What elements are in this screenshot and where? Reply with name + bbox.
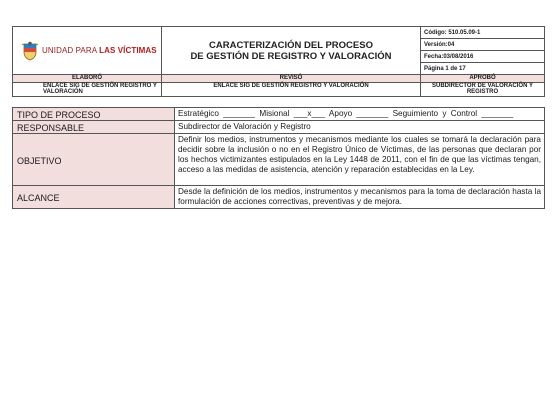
objetivo-label: OBJETIVO	[13, 134, 175, 186]
alcance-label: ALCANCE	[13, 186, 175, 209]
reviso-label: REVISÓ	[162, 75, 421, 83]
version: Versión:04	[421, 39, 545, 51]
title-line-2: DE GESTIÓN DE REGISTRO Y VALORACIÓN	[190, 50, 392, 62]
elaboro-value: ENLACE SIG DE GESTIÓN REGISTRO Y VALORACIÓN	[13, 83, 162, 97]
codigo: Código: 510.05.09-1	[421, 27, 545, 39]
objetivo-value: Definir los medios, instrumentos y mecanismos mediante los cuales se tomará la declaración para decidir sobre la inclusión o no en el Registro Único de Víctimas, de las personas que declaran por los hechos victimizantes estipulados en la Ley 1448 de 2011, con el fin de que las víctimas tengan, acceso a las medidas de asistencia, atención y reparación establecidas en la Ley.	[175, 134, 545, 186]
responsable-value: Subdirector de Valoración y Registro	[175, 121, 545, 134]
logo-prefix: UNIDAD PARA	[42, 46, 97, 55]
tipo-label: TIPO DE PROCESO	[13, 108, 175, 121]
document-title	[162, 27, 421, 75]
title-line-1: CARACTERIZACIÓN DEL PROCESO	[209, 39, 373, 51]
fecha: Fecha:03/08/2016	[421, 51, 545, 63]
logo-emphasis: LAS VÍCTIMAS	[99, 46, 157, 55]
coat-of-arms-icon	[21, 41, 39, 61]
alcance-value: Desde la definición de los medios, instrumentos y mecanismos para la toma de declaración hasta la formulación de acciones correctivas, preventivas y de mejora.	[175, 186, 545, 209]
responsable-label: RESPONSABLE	[13, 121, 175, 134]
logo-cell	[13, 27, 162, 75]
tipo-value: Estratégico _______ Misional ___x___ Apoyo _______ Seguimiento y Control _______	[175, 108, 545, 121]
process-table	[12, 107, 545, 209]
document-header	[12, 26, 545, 97]
aprobo-label: APROBÓ	[421, 75, 545, 83]
reviso-value: ENLACE SIG DE GESTIÓN REGISTRO Y VALORACIÓN	[162, 83, 421, 97]
elaboro-label: ELABORÓ	[13, 75, 162, 83]
aprobo-value: SUBDIRECTOR DE VALORACIÓN Y REGISTRO	[421, 83, 545, 97]
pagina: Página 1 de 17	[421, 63, 545, 75]
logo	[13, 41, 161, 61]
